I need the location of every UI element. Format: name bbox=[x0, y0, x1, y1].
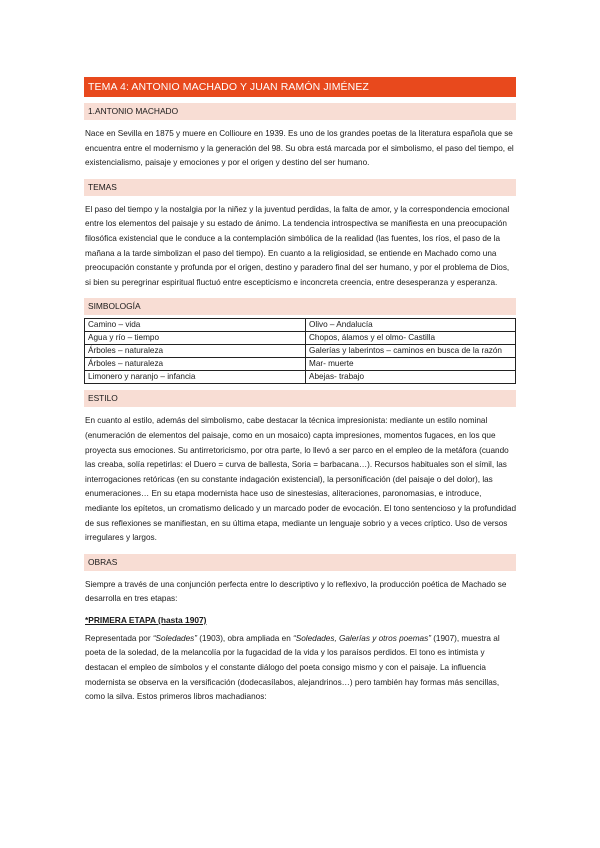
work-title: “Soledades, Galerías y otros poemas” bbox=[293, 633, 431, 643]
table-row bbox=[85, 319, 516, 332]
section-heading-obras: OBRAS bbox=[84, 554, 516, 571]
symbol-cell: Abejas- trabajo bbox=[306, 371, 516, 384]
symbology-table bbox=[84, 318, 516, 384]
table-row bbox=[85, 358, 516, 371]
table-row bbox=[85, 371, 516, 384]
etapa-text: Representada por bbox=[85, 633, 153, 643]
biography-paragraph: Nace en Sevilla en 1875 y muere en Collioure en 1939. Es uno de los grandes poetas de la literatura española que se encuentra entre el modernismo y la generación del 98. Su obra está marcada por el simbolismo, el paso del tiempo, el existencialismo, paisaje y emociones y por el origen y destino del ser humano. bbox=[85, 129, 514, 168]
symbol-cell: Camino – vida bbox=[85, 319, 306, 332]
section-heading-temas: TEMAS bbox=[84, 179, 516, 196]
symbol-cell: Galerías y laberintos – caminos en busca de la razón bbox=[306, 345, 516, 358]
symbol-cell: Olivo – Andalucía bbox=[306, 319, 516, 332]
etapa-heading: *PRIMERA ETAPA (hasta 1907) bbox=[85, 614, 207, 625]
symbol-cell: Mar- muerte bbox=[306, 358, 516, 371]
symbol-cell: Limonero y naranjo – infancia bbox=[85, 371, 306, 384]
symbol-cell: Árboles – naturaleza bbox=[85, 358, 306, 371]
etapa-text: (1903), obra ampliada en bbox=[196, 633, 294, 643]
work-title: “Soledades” bbox=[152, 633, 197, 643]
temas-paragraph: El paso del tiempo y la nostalgia por la niñez y la juventud perdidas, la falta de amor, y la correspondencia emocional entre los elementos del paisaje y su estado de ánimo. La tendencia introspectiva se manifiesta en una preocupación filosófica existencial que le conduce a la contemplación simbólica de la realidad (las fuentes, los ríos, el paso de la mañana a la tarde simbolizan el paso del tiempo). En cuanto a la religiosidad, se entiende en Machado como una preocupación constante y profunda por el origen, destino y paradero final del ser humano, y por el problema de Dios, si bien su peregrinar espiritual fluctuó entre escepticismo e inconcreta creencia, entre desesperanza y esperanza. bbox=[85, 204, 510, 287]
table-row bbox=[85, 345, 516, 358]
section-heading-antonio-machado: 1.ANTONIO MACHADO bbox=[84, 103, 516, 120]
symbol-cell: Chopos, álamos y el olmo- Castilla bbox=[306, 332, 516, 345]
etapa-text: (1907), muestra al poeta de la soledad, de la melancolía por la fugacidad de la vida y los paraísos perdidos. El tono es intimista y destacan el empleo de símbolos y el constante diálogo del poeta consigo mismo y con el paisaje. La influencia modernista se observa en la versificación (dodecasílabos, alejandrinos…) pero también hay formas más sencillas, como la silva. Estos primeros libros machadianos: bbox=[85, 633, 500, 702]
table-row bbox=[85, 332, 516, 345]
obras-paragraph: Siempre a través de una conjunción perfecta entre lo descriptivo y lo reflexivo, la producción poética de Machado se desarrolla en tres etapas: bbox=[85, 579, 507, 604]
section-heading-simbologia: SIMBOLOGÍA bbox=[84, 298, 516, 315]
section-heading-estilo: ESTILO bbox=[84, 390, 516, 407]
etapa-paragraph bbox=[84, 632, 516, 705]
document-title: TEMA 4: ANTONIO MACHADO Y JUAN RAMÓN JIMÉNEZ bbox=[84, 77, 516, 97]
document-page bbox=[84, 77, 516, 713]
symbol-cell: Agua y río – tiempo bbox=[85, 332, 306, 345]
estilo-paragraph: En cuanto al estilo, además del simbolismo, cabe destacar la técnica impresionista: mediante un estilo nominal (enumeración de elementos del paisaje, como en un mosaico) capta impresiones, momentos fugaces, en los que proyecta sus emociones. Su antirretoricismo, por otra parte, lo llevó a ser parco en el empleo de la metáfora (cuando las creaba, solía repetirlas: el Duero = curva de ballesta, Soria = barbacana…). Recursos habituales son el símil, las interrogaciones retóricas (en su constante indagación existencial), la personificación (del paisaje o del dolor), las enumeraciones… En su etapa modernista hace uso de sinestesias, aliteraciones, paronomasias, e introduce, mediante los epítetos, un cromatismo delicado y un marcado poder de evocación. El tono sentencioso y la profundidad de sus reflexiones se manifiestan, en su última etapa, mediante un lenguaje sobrio y a veces críptico. Uso de versos irregulares y largos. bbox=[85, 416, 517, 543]
symbol-cell: Árboles – naturaleza bbox=[85, 345, 306, 358]
